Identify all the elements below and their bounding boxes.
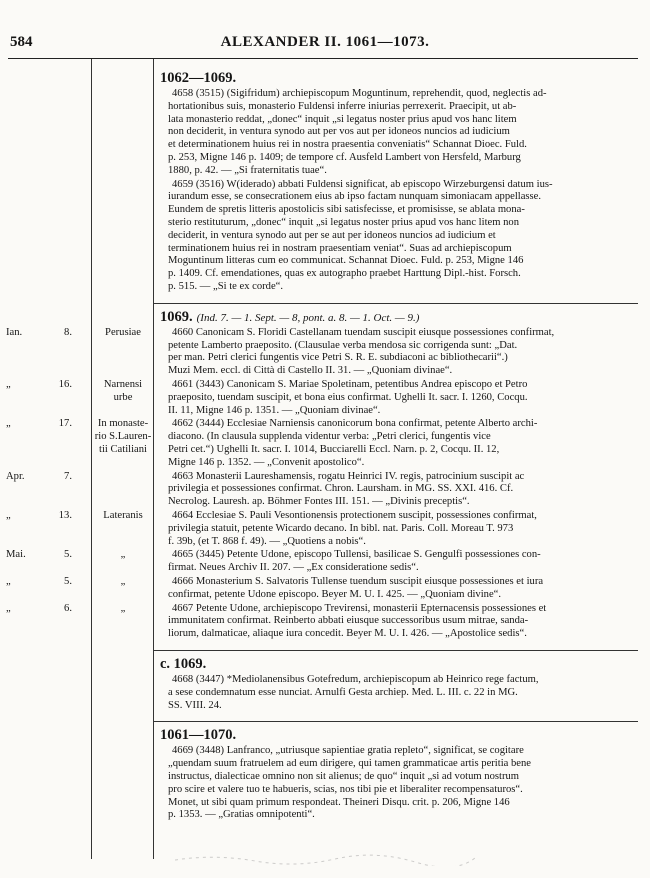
entry-line: confirmat, petente Udone episcopo. Beyer M. U. I. 425. — „Quoniam divine“. [168,588,502,600]
entry-line: immunitatem confirmat. Reinberto abbati eiusque successoribus usum mitrae, sanda- [168,615,529,627]
entry-line: lata monasterio reddat, „donec“ inquit „si legatus noster prius apud vos hanc litem [168,113,517,125]
entry-line: Necrolog. Lauresh. ap. Böhmer Fontes III. 151. — „Divinis preceptis“. [168,496,470,508]
regest-entry [160,379,627,417]
margin-day: 5. [64,576,72,587]
margin-place-line: Perusiae [105,326,141,338]
section-rule [153,721,638,722]
scan-smudge [175,852,475,866]
regest-entry [160,418,627,469]
section-rule [153,303,638,304]
entry-line: SS. VIII. 24. [168,699,222,711]
margin-place-line: In monaste- [97,418,149,430]
entry-line: 4661 (3443) Canonicam S. Mariae Spoletinam, petentibus Andrea episcopo et Petro [172,379,528,390]
page-number: 584 [10,34,33,50]
margin-date [6,379,84,392]
entry-line: 4664 Ecclesiae S. Pauli Vesontionensis protectionem suscipit, possessiones confirmat, [172,510,537,521]
margin-place [93,603,153,616]
margin-place-line: „ [120,576,126,587]
margin-day: 6. [64,602,72,614]
entry-line: Muzi Mem. eccl. di Città di Castello II. 31. — „Quoniam divinae“. [168,365,453,377]
margin-day: 7. [64,470,72,482]
margin-month: „ [6,576,11,587]
entry-line: II. 11, Migne 146 p. 1351. — „Quoniam divinae“. [168,404,381,416]
column-rule-date [91,59,92,859]
section-heading-text: 1061—1070. [160,727,237,744]
margin-month: „ [6,379,11,390]
section-heading [160,727,236,744]
entry-line: diacono. (In clausula supplenda videntur verba: „Petri clerici, fungentis vice [168,431,491,443]
regest-entry [160,745,627,822]
entry-line: p. 515. — „Si te ex corde“. [168,280,284,292]
entry-line: et determinationem huius rei in nostra praesentia conveniatis“ Schannat Dioec. Fuld. [168,139,527,151]
column-rule-place [153,59,154,859]
entry-line: hortationibus suis, monasterio Fuldensi inferre iniurias perrexerit. Praecipit, ut ab- [168,100,517,112]
margin-date [6,603,84,616]
margin-place [93,379,153,405]
margin-place-line: Lateranis [103,510,143,521]
margin-month: Mai. [6,549,26,561]
margin-place [93,510,153,523]
entry-line: Eundem de spretis litteris apostolicis sibi satisfecisse, et promisisse, se ablata mona- [168,204,525,216]
section-heading-text: 1069. [160,308,193,325]
regest-entry [160,510,627,548]
section-heading-note: (Ind. 7. — 1. Sept. — 8, pont. a. 8. — 1. Oct. — 9.) [196,311,420,324]
page-header [10,34,640,52]
entry-line: 1880, p. 42. — „Si fraternitatis tuae“. [168,164,327,176]
regest-entry [160,88,627,178]
section-heading [160,656,206,673]
entry-line: Petri cet.“) Ughelli It. sacr. I. 1014, Bucciarelli Eccl. Narn. p. 2, Cocqu. II. 12, [168,443,500,455]
entry-line: 4659 (3516) W(iderado) abbati Fuldensi significat, ab episcopo Wirzeburgensi datum ius- [172,178,553,190]
regest-entry [160,471,627,509]
regest-entry [160,327,627,378]
entry-line: terminationem huius rei in nostram praesentiam veniat“. Suas ad archiepiscopum [168,242,512,254]
margin-date [6,418,84,431]
section-rule [153,650,638,651]
entry-line: deciderit, in ventura synodo aut per se aut per idoneos nuncios ad iudicium et [168,229,496,241]
margin-place [93,576,153,589]
margin-day: 5. [64,549,72,561]
entry-line: Migne 146 p. 1352. — „Convenit apostolico“. [168,456,365,468]
margin-date [6,510,84,523]
margin-month: „ [6,418,11,430]
entry-line: p. 1409. Cf. emendationes, quas ex autographo praebet Harttung Dipl.-hist. Forsch. [168,268,521,280]
entry-line: 4660 Canonicam S. Floridi Castellanam tuendam suscipit eiusque possessiones confirmat, [172,326,555,338]
regest-entry [160,179,627,294]
margin-month: Apr. [6,470,25,482]
entry-line: p. 253, Migne 146 p. 1409; de tempore cf. Ausfeld Lambert von Hersfeld, Marburg [168,151,521,163]
entry-line: p. 1353. — „Gratias omnipotenti“. [168,809,315,821]
entry-line: f. 39b, (et T. 868 f. 49). — „Quotiens a nobis“. [168,535,366,547]
margin-place [93,549,153,562]
margin-place-line: Narnensi [103,379,143,390]
margin-date [6,327,84,340]
entry-line: 4668 (3447) *Mediolanensibus Gotefredum, archiepiscopum ab Heinrico rege factum, [172,674,539,685]
entry-line: praeposito, tuendam suscipit, et bona eius confirmat. Ughelli It. sacr. I. 1260, Cocqu. [168,391,528,403]
header-rule [8,58,638,59]
regest-entry [160,576,627,602]
margin-place-line: urbe [113,391,133,403]
entry-line: privilegia et possessiones confirmat. Chron. Laursham. in MG. SS. XXI. 416. Cf. [168,483,514,495]
entry-line: Moguntinum litteras cum eo communicat. Schannat Dioec. Fuld. p. 253, Migne 146 [168,255,524,267]
margin-day: 17. [58,418,72,430]
entry-line: privilegia statuit, petente Wicardo decano. In bibl. nat. Paris. Coll. Moreau T. 973 [168,522,514,534]
entry-line: petente Lamberto praeposito. (Clausulae verba mendosa sic corrigenda sunt: „Dat. [168,339,518,351]
entry-line: Monet, ut sibi quam primum respondeat. Theineri Disqu. crit. p. 206, Migne 146 [168,796,510,808]
margin-date [6,471,84,484]
margin-place [93,418,153,456]
margin-place-line: tii Catiliani [99,443,147,455]
margin-place-line: „ [120,549,126,561]
margin-month: Ian. [6,326,23,338]
section-heading-text: 1062—1069. [160,70,237,86]
entry-line: sterio restituturum, „donec“ inquit „si legatus noster prius apud vos hanc litem non [168,216,519,228]
entry-line: iurandum esse, se consecrationem eius ab ipso factam nunquam simoniacam appellasse. [168,191,542,203]
margin-place-line: rio S.Lauren- [94,431,152,443]
entry-line: „quendam suum fratruelem ad eum dirigere, qui tamen grammaticae artis peritia bene [168,758,531,770]
entry-line: per man. Petri clerici fungentis vice Petri S. R. E. subdiaconi ac bibliothecarii“.) [168,352,508,364]
entry-line: 4666 Monasterium S. Salvatoris Tullense tuendum suscipit eiusque possessiones et iura [172,576,544,587]
margin-date [6,576,84,589]
regest-entry [160,674,627,712]
entry-line: 4667 Petente Udone, archiepiscopo Trevirensi, monasterii Epternacensis possessiones et [172,602,547,614]
margin-day: 13. [58,510,72,521]
regest-entry [160,549,627,575]
entry-line: a sese condemnatum esse nunciat. Arnulfi Gesta archiep. Med. L. III. c. 22 in MG. [168,686,518,698]
section-heading-text: c. 1069. [160,656,207,672]
margin-date [6,549,84,562]
entry-line: firmat. Neues Archiv II. 207. — „Ex consideratione sedis“. [168,562,419,574]
entry-line: instructus, dialecticae omnino non sit alienus; de quo“ inquit „si ad votum nostrum [168,770,520,782]
margin-place [93,327,153,340]
entry-line: 4665 (3445) Petente Udone, episcopo Tullensi, basilicae S. Gengulfi possessiones con- [172,549,541,561]
margin-day: 16. [58,379,72,390]
margin-month: „ [6,602,11,614]
entry-line: non deciderit, in ventura synodo aut per vos aut per idoneos nuncios ad iudicium [168,126,510,138]
entry-line: 4658 (3515) (Sigifridum) archiepiscopum Moguntinum, reprehendit, quod, neglectis ad- [172,88,547,99]
margin-place-line: „ [120,602,126,614]
regest-entry [160,603,627,641]
margin-day: 8. [64,326,72,338]
running-title: ALEXANDER II. 1061—1073. [220,34,430,50]
entry-line: 4662 (3444) Ecclesiae Narniensis canonicorum bona confirmat, petente Alberto archi- [172,418,538,430]
section-heading [160,309,419,326]
entry-line: pro scire et valere tuo te habueris, scias, nos tibi pie et liberaliter recompensaturos“. [168,783,523,795]
section-heading [160,70,236,87]
entry-line: 4669 (3448) Lanfranco, „utriusque sapientiae gratia repleto“, significat, se cogitare [172,745,524,757]
margin-month: „ [6,510,11,521]
entry-line: 4663 Monasterii Laureshamensis, rogatu Heinrici IV. regis, patrocinium suscipit ac [172,470,525,482]
entry-line: liorum, dalmaticae, aliaque iura concedit. Beyer M. U. I. 426. — „Apostolice sedis“. [168,628,527,640]
